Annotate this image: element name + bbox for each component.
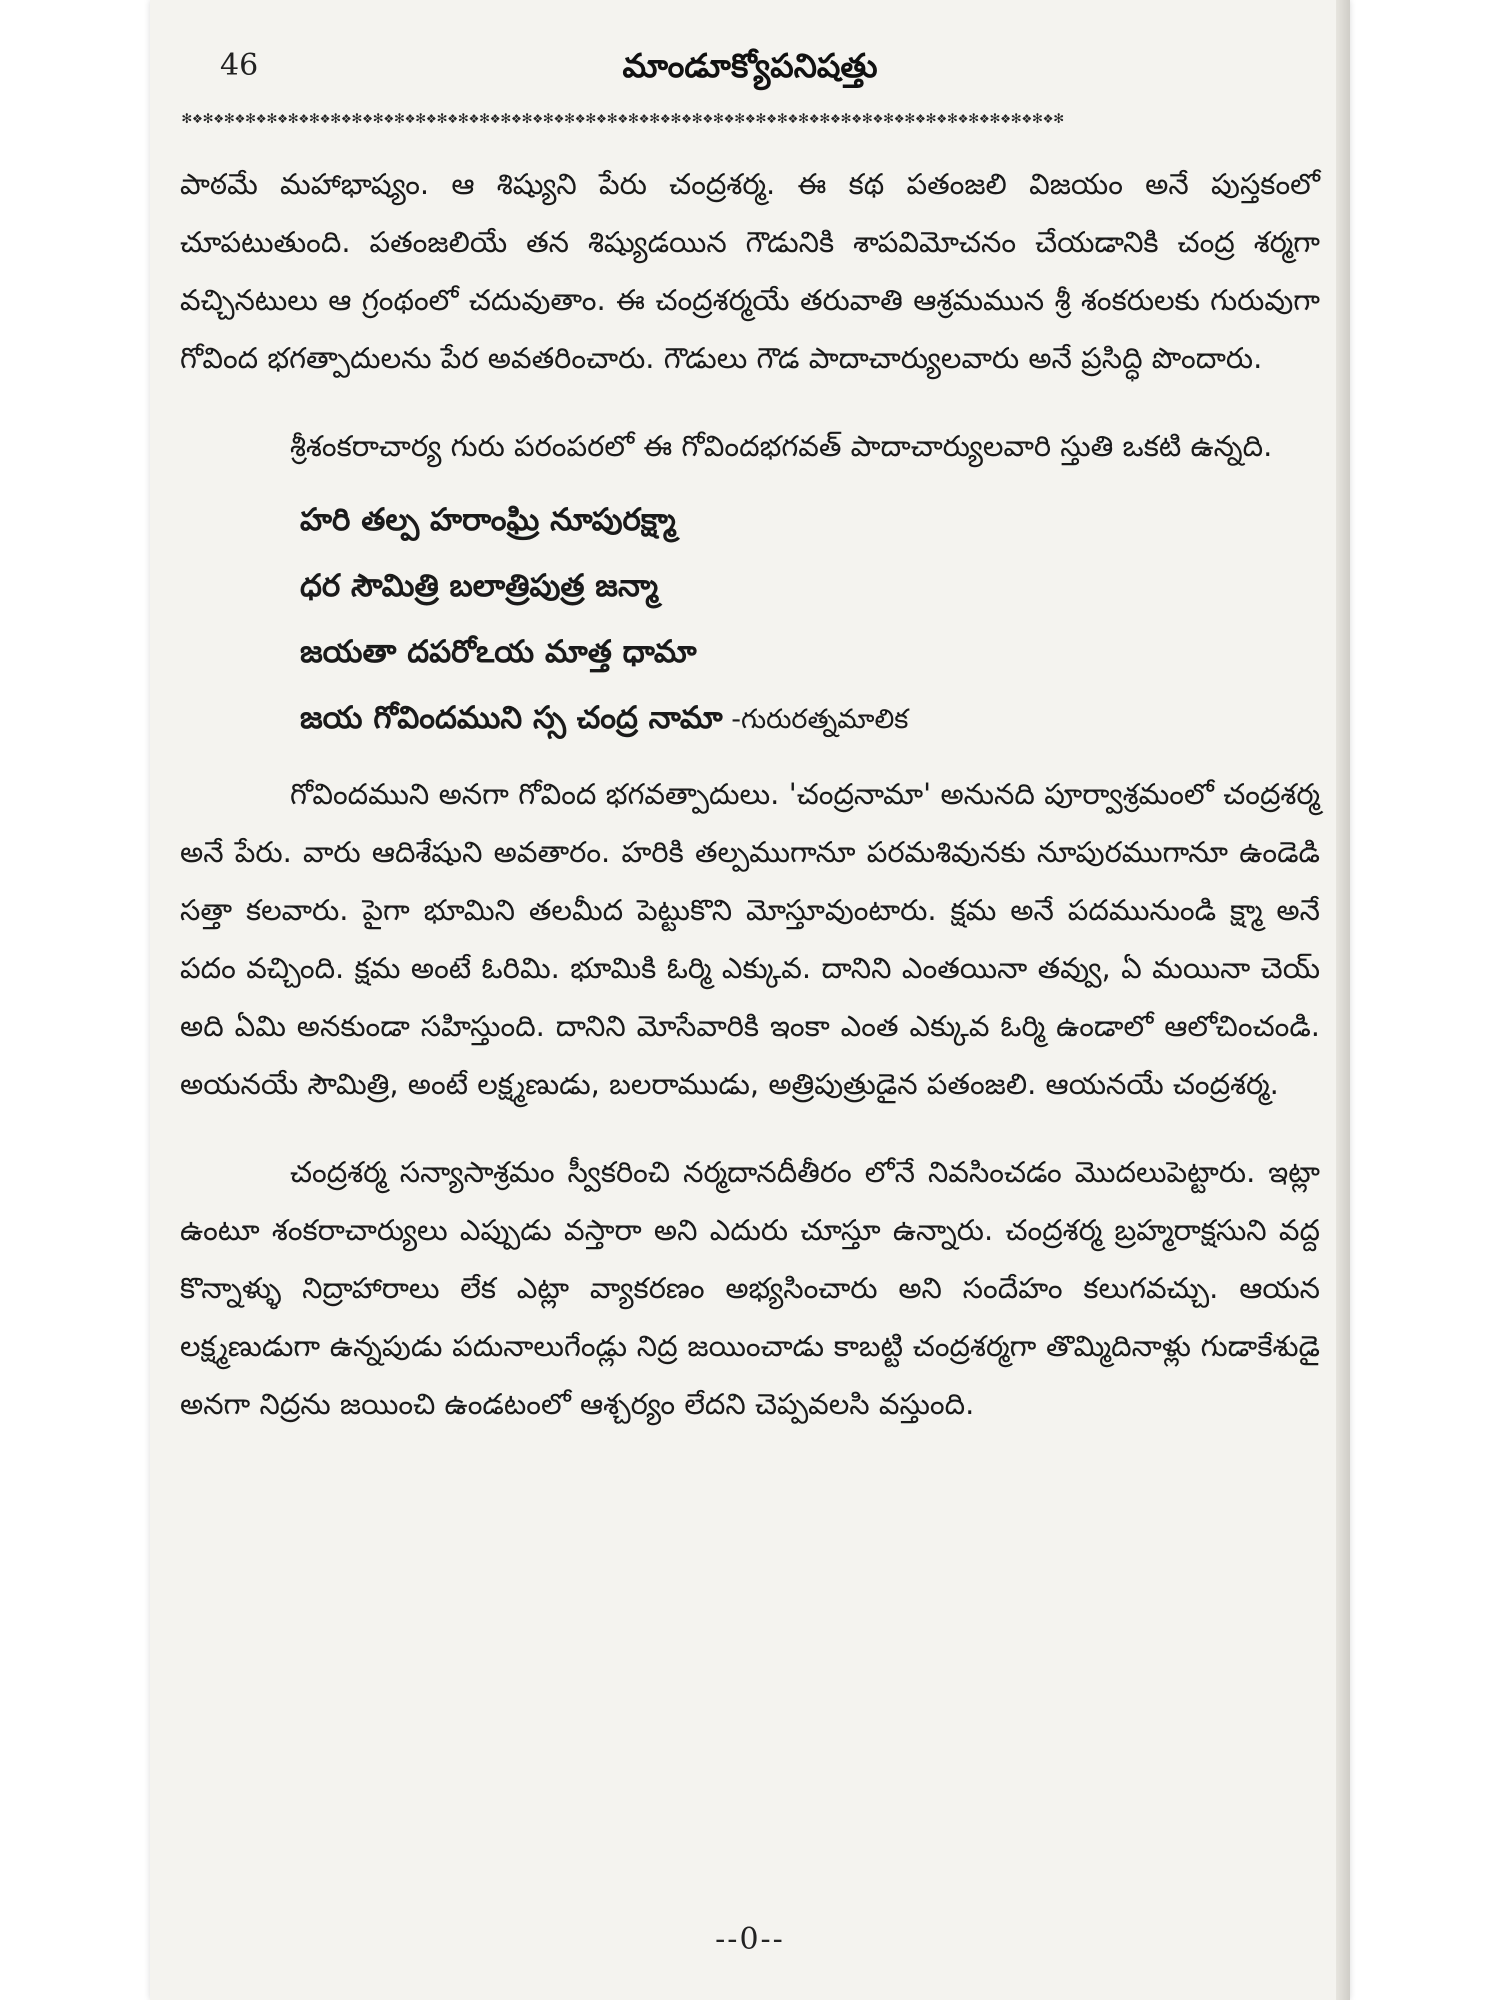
verse-line-2: ధర సౌమిత్రి బలాత్రిపుత్ర జన్మా [300,568,659,604]
verse-line-4-text: జయ గోవిందముని స్స చంద్ర నామా [300,700,723,736]
page-edge [1336,0,1350,2000]
verse-source: -గురురత్నమాలిక [722,704,909,735]
ornamental-rule: ✻❖✻❖✻❖✻❖✻❖✻❖✻❖✻❖✻❖✻❖✻❖✻❖✻❖✻❖✻❖✻❖✻❖✻❖✻❖✻❖✻❖✻❖✻❖✻❖✻❖✻❖✻❖✻❖✻❖✻❖✻❖✻❖✻❖✻❖✻❖✻❖✻❖✻❖✻❖✻❖✻❖✻ [182,108,1065,127]
verse-line-3: జయతా దపరోఽయ మాత్త ధామా [300,634,697,670]
book-page [150,0,1350,2000]
paragraph-1: పాఠమే మహాభాష్యం. ఆ శిష్యుని పేరు చంద్రశర్మ. ఈ కథ పతంజలి విజయం అనే పుస్తకంలో చూపటుతుంది. పతంజలియే తన శిష్యుడయిన గౌడునికి శాపవిమోచనం చేయడానికి చంద్ర శర్మగా వచ్చినటులు ఆ గ్రంథంలో చదువుతాం. ఈ చంద్రశర్మయే తరువాతి ఆశ్రమమున శ్రీ శంకరులకు గురువుగా గోవింద భగత్పాదులను పేర అవతరించారు. గౌడులు గౌడ పాదాచార్యులవారు అనే ప్రసిద్ధి పొందారు. [180,167,1320,375]
page-number: 46 [220,48,259,83]
verse-line-4 [300,685,1320,753]
paragraph-4: చంద్రశర్మ సన్యాసాశ్రమం స్వీకరించి నర్మదానదీతీరం లోనే నివసించడం మొదలుపెట్టారు. ఇట్లా ఉంటూ శంకరాచార్యులు ఎప్పుడు వస్తారా అని ఎదురు చూస్తూ ఉన్నారు. చంద్రశర్మ బ్రహ్మరాక్షసుని వద్ద కొన్నాళ్ళు నిద్రాహారాలు లేక ఎట్లా వ్యాకరణం అభ్యసించారు అని సందేహం కలుగవచ్చు. ఆయన లక్ష్మణుడుగా ఉన్నపుడు పదునాలుగేండ్లు నిద్ర జయించాడు కాబట్టి చంద్రశర్మగా తొమ్మిదినాళ్లు గుడాకేశుడై అనగా నిద్రను జయించి ఉండటంలో ఆశ్చర్యం లేదని చెప్పవలసి వస్తుంది. [180,1155,1320,1421]
running-title: మాండూక్యోపనిషత్తు [622,46,878,85]
body-text [180,155,1320,1433]
paragraph-3: గోవిందముని అనగా గోవింద భగవత్పాదులు. 'చంద్రనామా' అనునది పూర్వాశ్రమంలో చంద్రశర్మ అనే పేరు. వారు ఆదిశేషుని అవతారం. హరికి తల్పముగానూ పరమశివునకు నూపురముగానూ ఉండెడి సత్తా కలవారు. పైగా భూమిని తలమీద పెట్టుకొని మోస్తూవుంటారు. క్షమ అనే పదమునుండి క్ష్మా అనే పదం వచ్చింది. క్షమ అంటే ఓరిమి. భూమికి ఓర్మి ఎక్కువ. దానిని ఎంతయినా తవ్వు, ఏ మయినా చెయ్ అది ఏమి అనకుండా సహిస్తుంది. దానిని మోసేవారికి ఇంకా ఎంత ఎక్కువ ఓర్మి ఉండాలో ఆలోచించండి. అయనయే సౌమిత్రి, అంటే లక్ష్మణుడు, బలరాముడు, అత్రిపుత్రుడైన పతంజలి. ఆయనయే చంద్రశర్మ. [180,777,1320,1101]
verse-block [180,487,1320,753]
paragraph-2: శ్రీశంకరాచార్య గురు పరంపరలో ఈ గోవిందభగవత్ పాదాచార్యులవారి స్తుతి ఒకటి ఉన్నది. [290,429,1273,463]
verse-line-1: హరి తల్ప హరాంఘ్రి నూపురక్ష్మా [300,502,676,538]
end-mark: --0-- [715,1922,785,1957]
